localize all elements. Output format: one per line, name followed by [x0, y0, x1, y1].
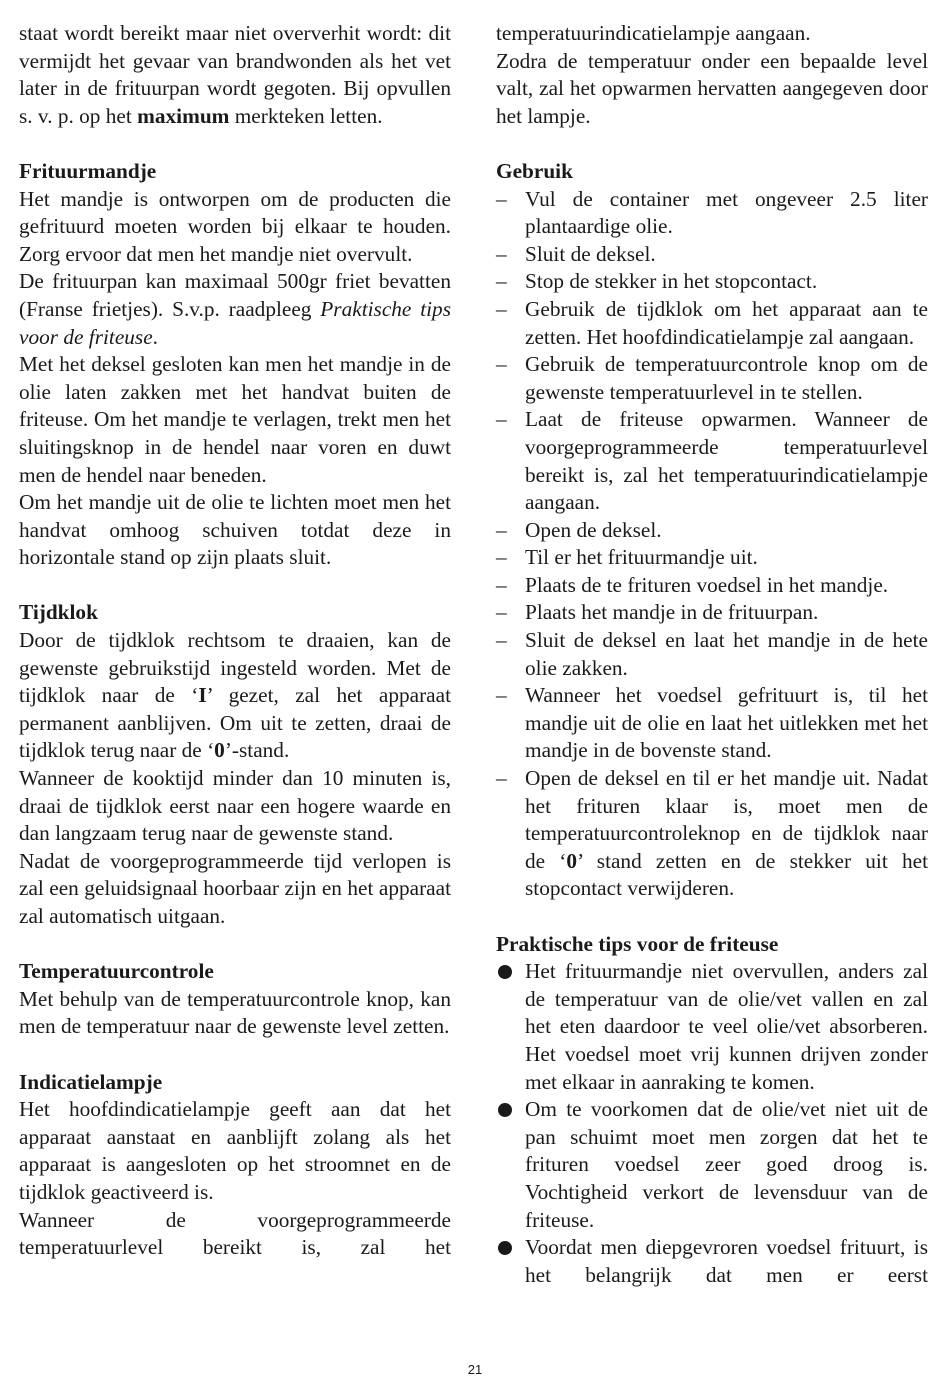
- dash-marker: –: [496, 186, 507, 211]
- continuation-paragraph-2: Zodra de temperatuur onder een bepaalde level valt, zal het opwarmen hervatten aangegeven door het lampje.: [496, 48, 928, 128]
- list-item: Voordat men diepgevroren voedsel frituurt, is het belangrijk dat men er eerst: [496, 1234, 928, 1289]
- bullet-icon: [498, 1103, 512, 1117]
- list-item: – Vul de container met ongeveer 2.5 liter plantaardige olie.: [496, 186, 928, 239]
- dash-marker: –: [496, 766, 507, 791]
- frituurmandje-paragraph-3: Met het deksel gesloten kan men het mandje in de olie laten zakken met het handvat buiten de friteuse. Om het mandje te verlagen, trekt men het sluitingsknop in de hendel naar voren en duwt men de hendel naar beneden.: [19, 352, 451, 487]
- dash-marker: –: [496, 600, 507, 625]
- heading-tijdklok: Tijdklok: [19, 600, 98, 625]
- list-item: – Stop de stekker in het stopcontact.: [496, 268, 928, 296]
- temperatuurcontrole-paragraph: Met behulp van de temperatuurcontrole knop, kan men de temperatuur naar de gewenste level zetten.: [19, 986, 451, 1039]
- heading-temperatuurcontrole: Temperatuurcontrole: [19, 959, 214, 984]
- list-item: – Gebruik de temperatuurcontrole knop om de gewenste temperatuurlevel in te stellen.: [496, 352, 928, 404]
- dash-marker: –: [496, 628, 507, 653]
- tijdklok-paragraph-2: Wanneer de kooktijd minder dan 10 minuten is, draai de tijdklok eerst naar een hogere waarde en dan langzaam terug naar de gewenste stand.: [19, 766, 451, 846]
- bullet-icon: [498, 965, 512, 979]
- bullet-icon: [498, 1241, 512, 1255]
- heading-gebruik: Gebruik: [496, 158, 573, 183]
- dash-marker: –: [496, 407, 507, 432]
- left-column: [19, 20, 451, 1262]
- continuation-paragraph-1: temperatuurindicatielampje aangaan.: [496, 21, 811, 45]
- list-item: – Open de deksel.: [496, 517, 928, 545]
- indicatielampje-paragraph-1: Het hoofdindicatielampje geeft aan dat het apparaat aanstaat en aanblijft zolang als het apparaat is aangesloten op het stroomnet en de tijdklok geactiveerd is.: [19, 1097, 451, 1204]
- indicatielampje-paragraph-2: Wanneer de voorgeprogrammeerde temperatuurlevel bereikt is, zal het: [19, 1207, 451, 1260]
- dash-marker: –: [496, 296, 507, 321]
- dash-marker: –: [496, 683, 507, 708]
- list-item: – Til er het frituurmandje uit.: [496, 544, 928, 572]
- frituurmandje-paragraph-4: Om het mandje uit de olie te lichten moet men het handvat omhoog schuiven totdat deze in horizontale stand op zijn plaats sluit.: [19, 490, 451, 570]
- maximum-emphasis: maximum: [137, 103, 230, 128]
- heading-praktische-tips: Praktische tips voor de friteuse: [496, 931, 779, 956]
- list-item: – Gebruik de tijdklok om het apparaat aan te zetten. Het hoofdindicatielampje zal aangaan.: [496, 296, 928, 349]
- heading-frituurmandje: Frituurmandje: [19, 158, 157, 183]
- dash-marker: –: [496, 572, 507, 597]
- list-item: Om te voorkomen dat de olie/vet niet uit de pan schuimt moet men zorgen dat het te frituren voedsel zeer goed droog is. Vochtigheid verkort de levensduur van de friteuse.: [496, 1096, 928, 1234]
- frituurmandje-paragraph-2: De frituurpan kan maximaal 500gr friet bevatten (Franse frietjes). S.v.p. raadpleeg Praktische tips voor de friteuse.: [19, 269, 451, 349]
- gebruik-steps-list: [496, 186, 928, 903]
- list-item: – Plaats het mandje in de frituurpan.: [496, 599, 928, 627]
- dash-marker: –: [496, 517, 507, 542]
- tijdklok-paragraph-3: Nadat de voorgeprogrammeerde tijd verlopen is zal een geluidsignaal hoorbaar zijn en het apparaat zal automatisch uitgaan.: [19, 848, 451, 928]
- dash-marker: –: [496, 545, 507, 570]
- tips-reference: Praktische tips voor de friteuse: [19, 296, 451, 349]
- intro-paragraph: staat wordt bereikt maar niet oververhit wordt: dit vermijdt het gevaar van brandwonden als het vet later in de frituurpan wordt gegoten. Bij opvullen s. v. p. op het maximum merkteken letten.: [19, 21, 451, 128]
- list-item: Het frituurmandje niet overvullen, anders zal de temperatuur van de olie/vet vallen en zal het eten daardoor te veel olie/vet absorberen. Het voedsel moet vrij kunnen drijven zonder met elkaar in aanraking te komen.: [496, 958, 928, 1096]
- list-item: – Sluit de deksel.: [496, 241, 928, 269]
- dash-marker: –: [496, 352, 507, 377]
- frituurmandje-paragraph-1: Het mandje is ontworpen om de producten die gefrituurd moeten worden bij elkaar te houden. Zorg ervoor dat men het mandje niet overvult.: [19, 186, 451, 266]
- list-item: – Laat de friteuse opwarmen. Wanneer de voorgeprogrammeerde temperatuurlevel bereikt is, zal het temperatuurindicatielampje aangaan.: [496, 407, 928, 515]
- list-item: – Sluit de deksel en laat het mandje in de hete olie zakken.: [496, 628, 928, 680]
- tijdklok-paragraph-1: Door de tijdklok rechtsom te draaien, kan de gewenste gebruikstijd ingesteld worden. Met de tijdklok naar de ‘I’ gezet, zal het apparaat permanent aanblijven. Om uit te zetten, draai de tijdklok terug naar de ‘0’-stand.: [19, 628, 452, 763]
- list-item: – Open de deksel en til er het mandje uit. Nadat het frituren klaar is, moet men de temperatuurcontroleknop en de tijdklok naar de ‘0’ stand zetten en de stekker uit het stopcontact verwijderen.: [496, 766, 928, 901]
- tips-list: [496, 958, 928, 1289]
- heading-indicatielampje: Indicatielampje: [19, 1069, 163, 1094]
- page-number: 21: [467, 1362, 483, 1377]
- right-column: [496, 20, 928, 1289]
- list-item: – Plaats de te frituren voedsel in het mandje.: [496, 572, 928, 600]
- dash-marker: –: [496, 241, 507, 266]
- list-item: – Wanneer het voedsel gefrituurt is, til het mandje uit de olie en laat het uitlekken met het mandje in de bovenste stand.: [496, 683, 928, 763]
- dash-marker: –: [496, 269, 507, 294]
